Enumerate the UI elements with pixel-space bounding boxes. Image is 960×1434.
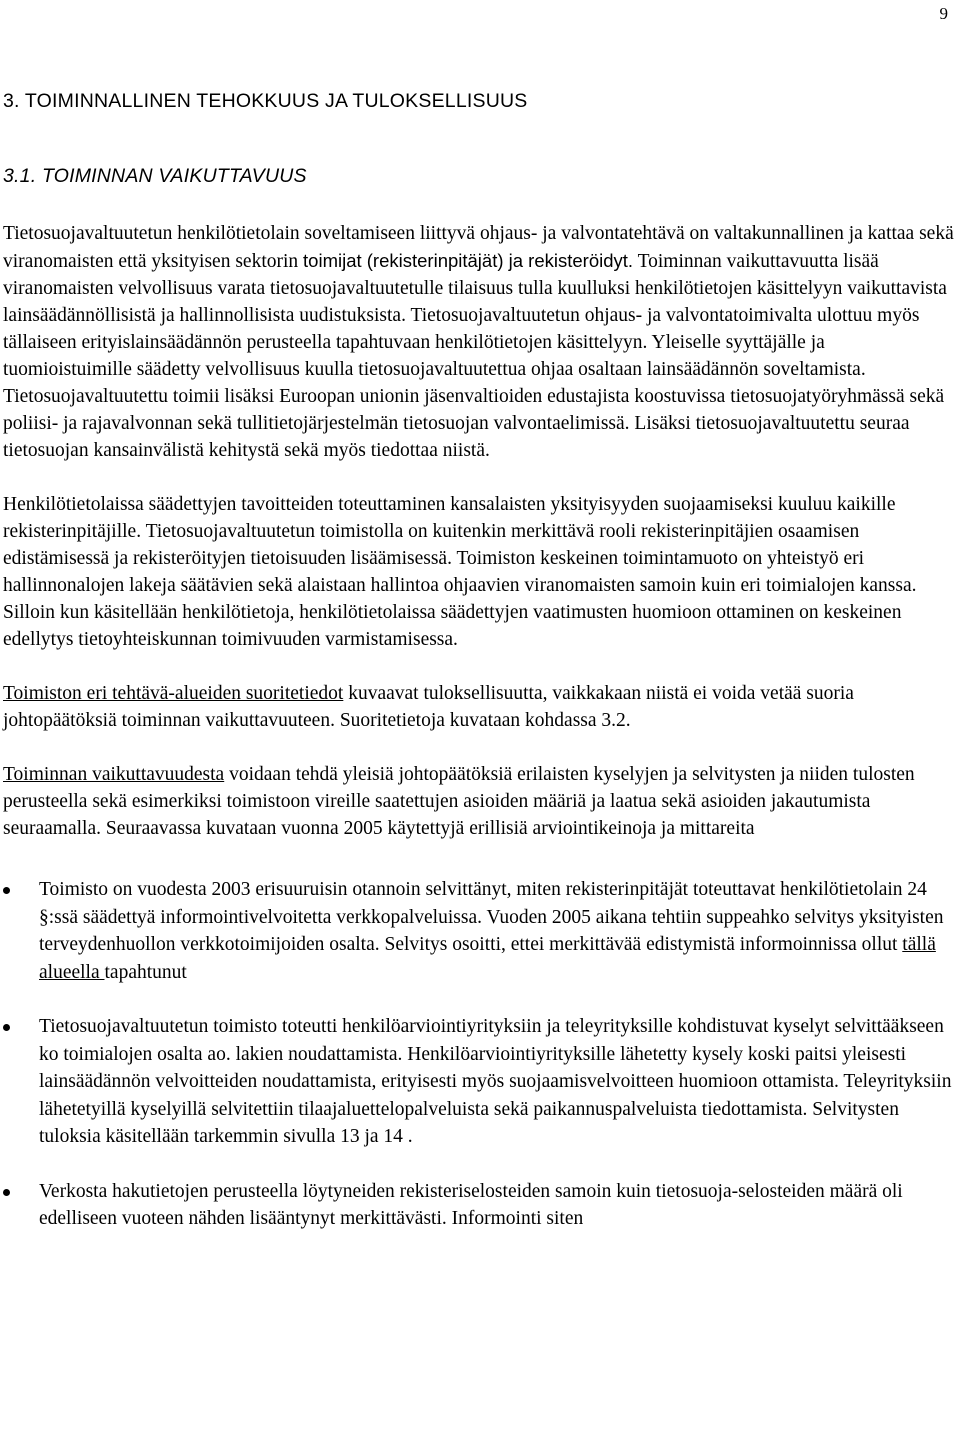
section-heading: 3. TOIMINNALLINEN TEHOKKUUS JA TULOKSELLISUUS [3,90,528,112]
paragraph-effectiveness [3,761,958,842]
paragraph-intro-sans: toimijat (rekisterinpitäjät) ja rekisteröidyt. [303,250,634,271]
performance-rest: kuvaavat tuloksellisuutta, vaikkakaan niistä ei voida vetää suoria johtopäätöksiä toiminnan vaikuttavuuteen. Suoritetietoja kuvataan kohdassa 3.2. [3,683,854,731]
subsection-heading: 3.1. TOIMINNAN VAIKUTTAVUUS [3,165,307,187]
paragraph-intro [3,220,958,464]
document-body [3,90,958,1260]
paragraph-intro-body: Toiminnan vaikuttavuutta lisää viranomaisten velvollisuus varata tietosuojavaltuutetulle tilaisuus tulla kuulluksi henkilötietojen käsittelyyn vaikuttavista lainsäädännöllisistä ja hallinnollisista uudistuksista. Tietosuojavaltuutetun ohjaus- ja valvontatoimivalta ulottuu myös tällaiseen erityislainsäädännön perusteella tapahtuvaan henkilötietojen käsittelyyn. Yleiselle syyttäjälle ja tuomioistuimille säädetty velvollisuus kuulla tietosuojavaltuutettua ohjaa osaltaan lainsäädännön soveltamista. Tietosuojavaltuutettu toimii lisäksi Euroopan unionin jäsenvaltioiden edustajista koostuvissa tietosuojatyöryhmässä sekä poliisi- ja rajavalvonnan sekä tullitietojärjestelmän tietosuojan valvontaelimissä. Lisäksi tietosuojavaltuutettu seuraa tietosuojan kansainvälistä kehitystä sekä myös tiedottaa niistä. [3,251,947,461]
performance-underlined: Toimiston eri tehtävä-alueiden suoritetiedot [3,683,344,704]
list-item [3,876,958,986]
list-item-text: Verkosta hakutietojen perusteella löytyneiden rekisteriselosteiden samoin kuin tietosuoja-selosteiden määrä oli edelliseen vuoteen nähden lisääntynyt merkittävästi. Informointi siten [39,1180,903,1229]
list-item [3,1013,958,1151]
effectiveness-rest: voidaan tehdä yleisiä johtopäätöksiä erilaisten kyselyjen ja selvitysten ja niiden tulosten perusteella sekä esimerkiksi toimistoon vireille saatettujen asioiden määriä ja laatua sekä asioiden jakautumista seuraamalla. Seuraavassa kuvataan vuonna 2005 käytettyjä erillisiä arviointikeinoja ja mittareita [3,764,915,839]
paragraph-objectives: Henkilötietolaissa säädettyjen tavoitteiden toteuttaminen kansalaisten yksityisyyden suojaamiseksi kuuluu kaikille rekisterinpitäjille. Tietosuojavaltuutetun toimistolla on kuitenkin merkittävä rooli rekisterinpitäjien osaamisen edistämisessä ja rekisteröityjen tietoisuuden lisäämisessä. Toimiston keskeinen toimintamuoto on yhteistyö eri hallinnonalojen lakeja säätävien sekä alaistaan hallintoa ohjaavien viranomaisten samoin kuin eri toimialojen kanssa. Silloin kun käsitellään henkilötietoja, henkilötietolaissa säädettyjen vaatimusten huomioon ottaminen on keskeinen edellytys tietoyhteiskunnan toimivuuden varmistamisessa. [3,494,917,650]
list-item-text: Tietosuojavaltuutetun toimisto toteutti henkilöarviointiyrityksiin ja teleyrityksille kohdistuvat kyselyt selvittääkseen ko toimialojen osalta ao. lakien noudattamista. Henkilöarviointiyrityksille lähetetty kysely koski paitsi yleisesti lainsäädännön velvoitteiden noudattamista, erityisesti myös suojaamisvelvoitteen huomioon ottamista. Teleyrityksiin lähetetyillä kyselyillä selvitettiin tilaajaluettelopalveluista sekä paikannuspalveluista tiedottamista. Selvitysten tuloksia käsitellään tarkemmin sivulla 13 ja 14 . [39,1016,952,1147]
list-item-tail: tapahtunut [104,961,187,983]
list-item-underlined: tällä alueella [39,934,936,983]
bullet-icon [3,887,10,894]
bullet-icon [3,1024,10,1031]
paragraph-intro-start: Tietosuojavaltuutetun henkilötietolain soveltamiseen liittyvä ohjaus- ja valvontatehtävä on valtakunnallinen ja kattaa sekä viranomaisten että yksityisen sektorin [3,223,954,272]
effectiveness-underlined: Toiminnan vaikuttavuudesta [3,764,225,785]
list-item [3,1178,958,1233]
page-number: 9 [939,4,948,23]
paragraph-performance [3,680,958,734]
bullet-icon [3,1189,10,1196]
list-item-text: Toimisto on vuodesta 2003 erisuuruisin otannoin selvittänyt, miten rekisterinpitäjät toteuttavat henkilötietolain 24 §:ssä säädettyä informointivelvoitetta verkkopalveluissa. Vuoden 2005 aikana tehtiin suppeahko selvitys yksityisten terveydenhuollon verkkotoimijoiden osalta. Selvitys osoitti, ettei merkittävää edistymistä informoinnissa ollut [39,879,944,955]
assessment-list [3,876,958,1233]
